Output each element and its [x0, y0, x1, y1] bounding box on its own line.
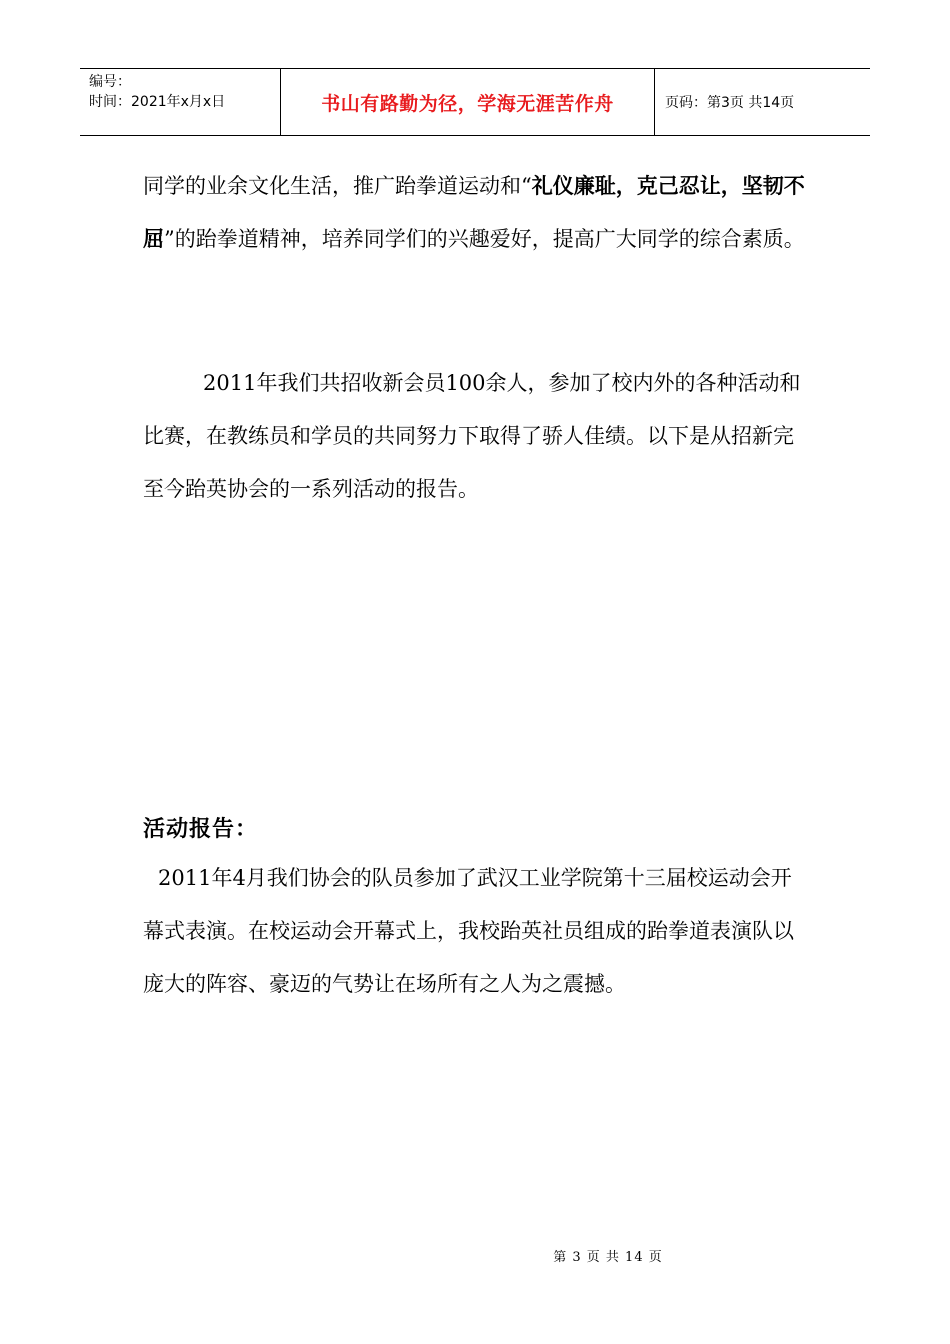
paragraph-intro [143, 160, 808, 266]
paragraph-recruitment: 2011年我们共招收新会员100余人，参加了校内外的各种活动和比赛，在教练员和学员的共同努力下取得了骄人佳绩。以下是从招新完至今跆英协会的一系列活动的报告。 [143, 371, 801, 501]
paragraph-activity-detail: 2011年4月我们协会的队员参加了武汉工业学院第十三届校运动会开幕式表演。在校运动会开幕式上，我校跆英社员组成的跆拳道表演队以庞大的阵容、豪迈的气势让在场所有之人为之震撼。 [143, 866, 794, 996]
header-motto: 书山有路勤为径，学海无涯苦作舟 [281, 69, 655, 135]
header-meta-cell [80, 69, 281, 135]
paragraph-intro-start: 同学的业余文化生活，推广跆拳道运动和“ [143, 174, 532, 198]
section-title-activity-report: 活动报告： [143, 816, 259, 842]
taekwondo-spirit-emphasis: 礼仪廉耻，克己忍让，坚韧不屈 [143, 174, 805, 251]
page-header [80, 68, 870, 136]
document-date-label: 时间：2021年x月x日 [89, 94, 226, 110]
document-number-label: 编号： [89, 74, 131, 90]
paragraph-intro-end: ”的跆拳道精神，培养同学们的兴趣爱好，提高广大同学的综合素质。 [164, 227, 805, 251]
page-footer: 第 3 页 共 14 页 [553, 1250, 663, 1265]
header-page-info: 页码：第3页 共14页 [665, 95, 795, 111]
